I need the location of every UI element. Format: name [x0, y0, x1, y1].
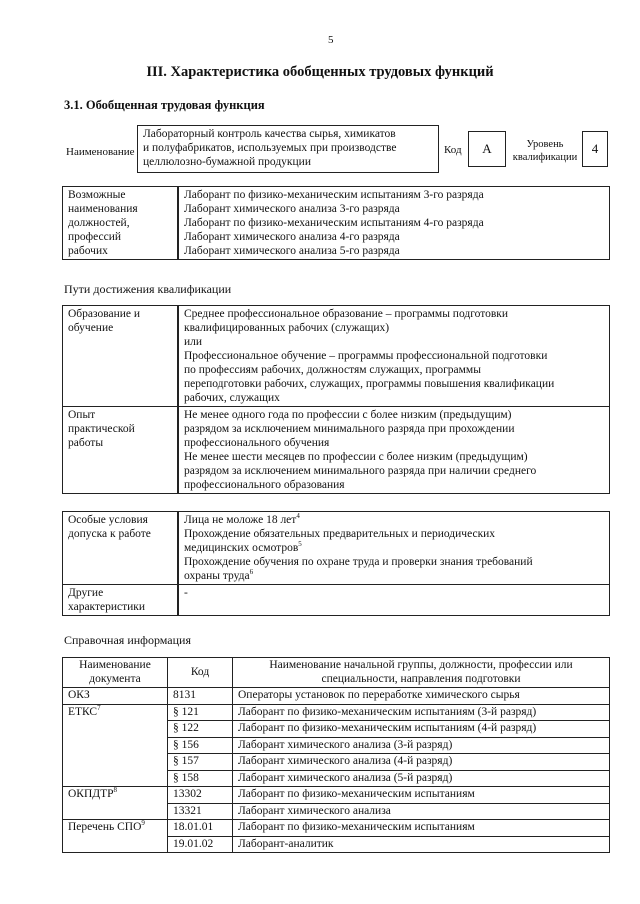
qualification-table	[62, 305, 610, 494]
table-row	[63, 820, 610, 837]
text-line: профессионального обучения	[184, 437, 330, 449]
page-number: 5	[328, 34, 334, 46]
gtf-level-label-line: Уровень	[526, 139, 564, 150]
label-line: характеристики	[68, 601, 146, 613]
reference-heading: Справочная информация	[64, 633, 191, 647]
section-title: III. Характеристика обобщенных трудовых функций	[146, 64, 494, 80]
education-label	[63, 306, 179, 407]
ref-doc	[63, 787, 168, 820]
label-line: работы	[68, 437, 104, 449]
position-item: Лаборант химического анализа 5-го разряда	[184, 245, 400, 257]
label-line: наименования	[68, 203, 138, 215]
text-line: по профессиям рабочих, должностям служащих, программы	[184, 364, 481, 376]
footnote-ref: 5	[298, 540, 302, 549]
doc-name: ОКПДТР	[68, 788, 114, 800]
position-item: Лаборант химического анализа 4-го разряда	[184, 231, 400, 243]
label-line: обучение	[68, 322, 114, 334]
label-line: Образование и	[68, 308, 141, 320]
text-line	[184, 569, 604, 583]
experience-text	[178, 407, 610, 494]
gtf-name-line: Лабораторный контроль качества сырья, химикатов	[143, 128, 396, 140]
ref-code: 8131	[168, 688, 233, 705]
text-line: Прохождение обучения по охране труда и проверки знания требований	[184, 556, 533, 568]
text: Лица не моложе 18 лет	[184, 514, 297, 526]
gtf-name-label: Наименование	[66, 146, 135, 158]
text-line: или	[184, 336, 203, 348]
footnote-ref: 7	[97, 703, 101, 712]
label-line: должностей,	[68, 217, 130, 229]
gtf-level-label-line: квалификации	[512, 152, 578, 163]
text-line: разрядом за исключением минимального разряда при наличии среднего	[184, 465, 537, 477]
footnote-ref: 4	[296, 512, 300, 521]
ref-code: § 157	[168, 754, 233, 771]
label-line: практической	[68, 423, 135, 435]
ref-code: § 156	[168, 737, 233, 754]
text-line: Среднее профессиональное образование – программы подготовки	[184, 308, 509, 320]
ref-doc	[63, 820, 168, 853]
gtf-code-label: Код	[444, 144, 462, 156]
ref-code: 19.01.02	[168, 836, 233, 853]
footnote-ref: 8	[113, 786, 118, 795]
ref-code: § 158	[168, 770, 233, 787]
ref-doc	[63, 704, 168, 787]
header-line: Наименование	[79, 659, 151, 671]
text-line: переподготовки рабочих, служащих, программы повышения квалификации	[184, 378, 555, 390]
gtf-level-value: 4	[582, 131, 608, 167]
position-item: Лаборант по физико-механическим испытаниям 4-го разряда	[184, 217, 484, 229]
qualification-heading: Пути достижения квалификации	[64, 282, 232, 296]
footnote-ref: 9	[141, 819, 145, 828]
other-value: -	[178, 585, 610, 616]
gtf-level-label	[510, 138, 580, 164]
education-text	[178, 306, 610, 407]
position-item: Лаборант по физико-механическим испытаниям 3-го разряда	[184, 189, 484, 201]
label-line: профессий	[68, 231, 122, 243]
text-line: Не менее одного года по профессии с более низким (предыдущим)	[184, 409, 512, 421]
position-item: Лаборант химического анализа 3-го разряда	[184, 203, 400, 215]
label-line: рабочих	[68, 245, 108, 257]
ref-code: § 121	[168, 704, 233, 721]
label-line: Опыт	[68, 409, 96, 421]
table-row	[63, 688, 610, 705]
text-line: квалифицированных рабочих (служащих)	[184, 322, 390, 334]
ref-name: Лаборант по физико-механическим испытаниям	[233, 787, 610, 804]
conditions-table	[62, 511, 610, 616]
positions-label	[63, 187, 179, 260]
ref-name: Лаборант по физико-механическим испытаниям (3-й разряд)	[233, 704, 610, 721]
ref-doc: ОКЗ	[63, 688, 168, 705]
text: медицинских осмотров	[184, 542, 299, 554]
text-line: профессионального образования	[184, 479, 345, 491]
gtf-name-line: и полуфабрикатов, используемых при производстве	[143, 142, 397, 154]
ref-header-code: Код	[168, 658, 233, 688]
footnote-ref: 6	[249, 568, 254, 577]
label-line: Особые условия	[68, 514, 148, 526]
header-line: специальности, направления подготовки	[321, 672, 521, 685]
experience-label	[63, 407, 179, 494]
ref-name: Лаборант химического анализа (5-й разряд)	[233, 770, 610, 787]
text-line: рабочих, служащих	[184, 392, 280, 404]
doc-name: Перечень СПО	[68, 821, 142, 833]
header-line: Наименование начальной группы, должности, профессии или	[269, 659, 573, 671]
ref-name: Лаборант химического анализа (3-й разряд)	[233, 737, 610, 754]
text-line: Не менее шести месяцев по профессии с более низким (предыдущим)	[184, 451, 528, 463]
gtf-code-value: A	[468, 131, 506, 167]
text-line: Прохождение обязательных предварительных и периодических	[184, 528, 496, 540]
ref-header-doc	[63, 658, 168, 688]
text-line	[184, 541, 604, 555]
label-line: Возможные	[68, 189, 126, 201]
table-row	[63, 704, 610, 721]
text-line: разрядом за исключением минимального разряда при прохождении	[184, 423, 515, 435]
text-line: Профессиональное обучение – программы профессиональной подготовки	[184, 350, 548, 362]
gtf-name-line: целлюлозно-бумажной продукции	[143, 156, 311, 168]
positions-list	[178, 187, 610, 260]
ref-code: 13302	[168, 787, 233, 804]
text: охраны труда	[184, 570, 250, 582]
ref-name: Лаборант по физико-механическим испытаниям	[233, 820, 610, 837]
ref-name: Лаборант химического анализа (4-й разряд)	[233, 754, 610, 771]
ref-name: Лаборант по физико-механическим испытаниям (4-й разряд)	[233, 721, 610, 738]
table-row	[63, 787, 610, 804]
ref-code: 13321	[168, 803, 233, 820]
header-line: документа	[89, 672, 141, 685]
ref-name: Лаборант-аналитик	[233, 836, 610, 853]
gtf-name-box	[137, 125, 439, 173]
label-line: Другие	[68, 587, 104, 599]
ref-header-name	[233, 658, 610, 688]
special-label	[63, 512, 179, 585]
reference-table	[62, 657, 610, 853]
positions-table	[62, 186, 610, 260]
doc-name: ЕТКС	[68, 705, 98, 718]
subsection-title: 3.1. Обобщенная трудовая функция	[64, 98, 265, 112]
ref-code: § 122	[168, 721, 233, 738]
ref-code: 18.01.01	[168, 820, 233, 837]
text-line	[184, 513, 604, 527]
ref-name: Лаборант химического анализа	[233, 803, 610, 820]
label-line: допуска к работе	[68, 528, 151, 540]
special-text	[178, 512, 610, 585]
ref-name: Операторы установок по переработке химического сырья	[233, 688, 610, 705]
other-label	[63, 585, 179, 616]
